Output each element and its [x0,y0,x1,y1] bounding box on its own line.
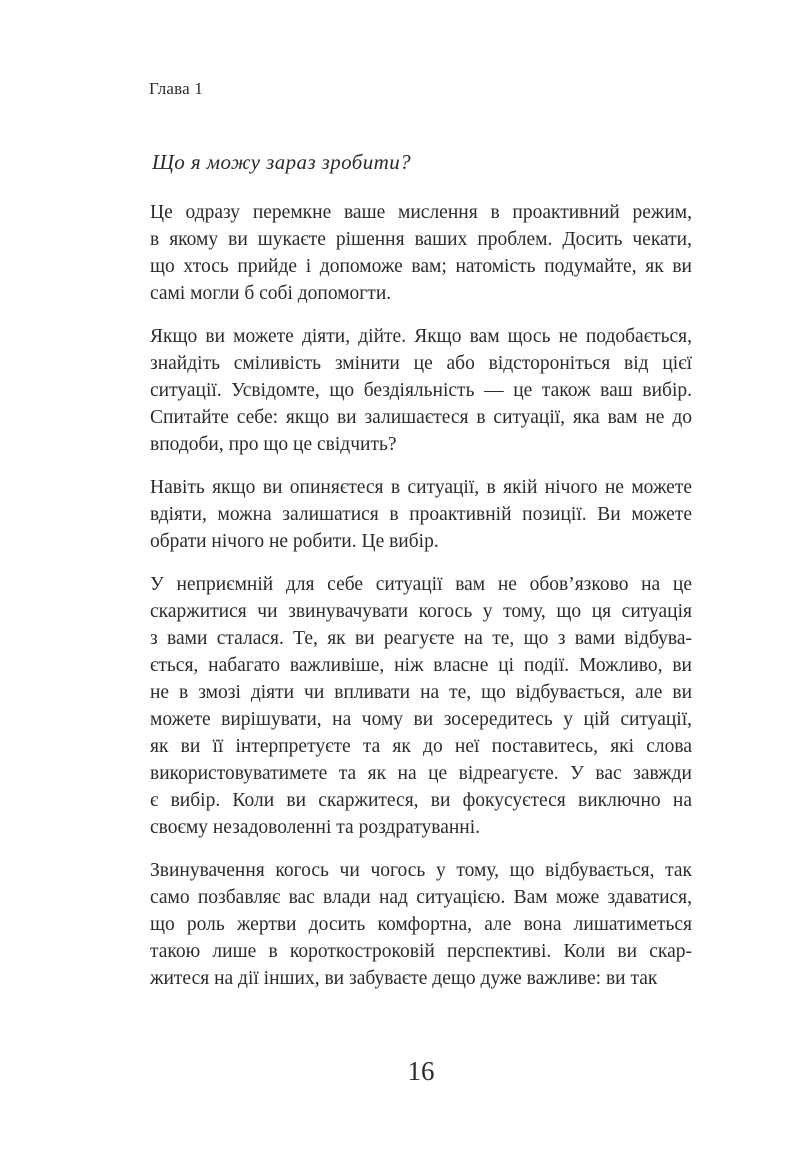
text-line: Спитайте себе: якщо ви залишаєтеся в ситуації, яка вам не до [150,407,692,428]
paragraph [150,571,692,841]
page-body [150,199,692,992]
text-line: Це одразу перемкне ваше мислення в проактивний режим, [150,202,692,223]
text-line: в якому ви шукаєте рішення ваших проблем. Досить чекати, [150,229,692,250]
text-line: своєму незадоволенні та роздратуванні. [150,817,481,838]
text-line: житеся на дії інших, ви забуваєте дещо дуже важливе: ви так [150,968,658,989]
text-line: що хтось прийде і допоможе вам; натомість подумайте, як ви [150,256,692,277]
running-header: Глава 1 [149,79,204,98]
text-line: такою лише в короткостроковій перспективі. Коли ви скар- [150,941,692,962]
text-line: не в змозі діяти чи впливати на те, що відбувається, але ви [150,682,692,703]
page-number: 16 [407,1056,435,1086]
text-line: як ви її інтерпретуєте та як до неї поставитесь, які слова [150,736,692,757]
text-line: само позбавляє вас влади над ситуацією. Вам може здаватися, [150,887,692,908]
text-line: з вами сталася. Те, як ви реагуєте на те, що з вами відбува- [150,628,692,649]
paragraph [150,474,692,555]
text-line: є вибір. Коли ви скаржитеся, ви фокусуєтеся виключно на [150,790,692,811]
paragraph [150,857,692,992]
text-line: вподоби, про що це свідчить? [150,434,397,455]
text-line: обрати нічого не робити. Це вибір. [150,531,439,552]
text-line: використовуватимете та як на це відреагуєте. У вас завжди [150,763,692,784]
paragraph [150,199,692,307]
text-line: Якщо ви можете діяти, дійте. Якщо вам щось не подобається, [150,326,692,347]
text-line: можете вирішувати, на чому ви зосередитесь у цій ситуації, [150,709,692,730]
text-line: У неприємній для себе ситуації вам не обов’язково на це [150,574,692,595]
text-line: самі могли б собі допомогти. [150,283,392,304]
paragraph [150,323,692,458]
text-line: вдіяти, можна залишатися в проактивній позиції. Ви можете [150,504,692,525]
chapter-heading: Що я можу зараз зробити? [152,150,412,174]
text-line: Звинувачення когось чи чогось у тому, що відбувається, так [150,860,692,881]
text-line: Навіть якщо ви опиняєтеся в ситуації, в якій нічого не можете [150,477,692,498]
text-line: ситуації. Усвідомте, що бездіяльність — це також ваш вибір. [150,380,692,401]
text-line: ється, набагато важливіше, ніж власне ці події. Можливо, ви [150,655,692,676]
text-line: що роль жертви досить комфортна, але вона лишатиметься [150,914,692,935]
text-line: скаржитися чи звинувачувати когось у тому, що ця ситуація [150,601,692,622]
text-line: знайдіть сміливість змінити це або відстороніться від цієї [150,353,692,374]
